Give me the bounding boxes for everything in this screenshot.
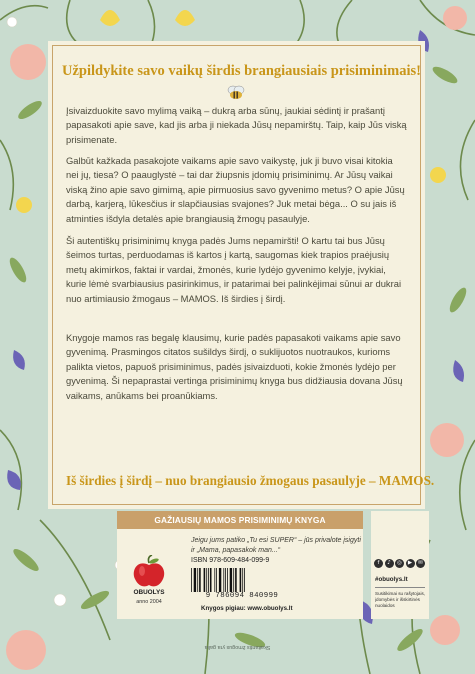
- bee-icon: [225, 85, 247, 101]
- isbn: ISBN 978-609-484-099-9: [191, 557, 270, 564]
- barcode-bar: [204, 568, 206, 592]
- apple-icon: [127, 555, 171, 589]
- facebook-icon[interactable]: f: [374, 559, 383, 568]
- publisher-since: anno 2004: [136, 599, 162, 605]
- paragraph-2: Galbūt kažkada pasakojote vaikams apie savo vaikystę, juk ji buvo visai kitokia nei jų, tiesa? O paauglystė – tai dar žiupsnis įdomių prisiminimų. Ar Jūsų vaikai viską žino apie savo gimimą, apie pirmuosius savo gyvenimo metus? O apie Jūsų darbą, karjerą, lūkesčius ir slapčiausias svajones? Juk metai bėga... O su jais iš atminties išdyla detalės apie brangiausią žmogų pasaulyje.: [66, 155, 405, 224]
- barcode-bar: [206, 568, 207, 592]
- series-box: [117, 511, 363, 619]
- barcode-bar: [244, 568, 245, 592]
- tiktok-icon[interactable]: ♪: [385, 559, 394, 568]
- store-link[interactable]: Knygos pigiau: www.obuolys.lt: [201, 605, 293, 612]
- barcode-bar: [216, 568, 217, 592]
- barcode-bar: [199, 568, 201, 592]
- publisher-panel: [371, 511, 429, 619]
- barcode-bar: [208, 568, 209, 592]
- barcode-bar: [194, 568, 196, 592]
- instagram-icon[interactable]: ◎: [395, 559, 404, 568]
- barcode-bar: [240, 568, 242, 592]
- publisher-logo: [127, 555, 171, 605]
- spine-slogan: Skaitantis žmogus yra galia: [204, 644, 271, 650]
- youtube-icon[interactable]: ▶: [406, 559, 415, 568]
- paragraph-1: Įsivaizduokite savo mylimą vaiką – dukrą arba sūnų, jaukiai sėdintį ir prašantį papasakoti apie save, kad jis arba ji niekada Jūsų nepamirštų. Taip, kaip Jūs viską prisimenate.: [66, 105, 407, 145]
- barcode-bar: [233, 568, 234, 592]
- barcode-bar: [197, 568, 198, 592]
- barcode-number: 9 786094 840999: [205, 592, 279, 600]
- barcode-bar: [214, 568, 215, 592]
- paragraph-3: Ši autentiškų prisiminimų knyga padės Jums nepamiršti! O kartu tai bus Jūsų šeimos turtas, perduodamas iš kartos į kartą, saugomas kiek trapios praėjusių metų akimirkos, faktai ir vardai, žmonės, kurie lydėjo gyvenimo kelyje, įvykiai, kurie lėmė svarbiausius pasirinkimus, ir patarimai bei palinkėjimai sūnui ar dukrai nuo artimiausio žmogaus – MAMOS. Iš širdies į širdį.: [66, 235, 402, 304]
- publisher-note: Susitikimai su rašytojais, įdomybės ir išskirtinės nuolaidos: [375, 591, 426, 609]
- description-panel: [48, 41, 435, 509]
- barcode-bar: [219, 568, 221, 592]
- barcode-bar: [242, 568, 243, 592]
- side-divider: [375, 587, 425, 588]
- barcode-bar: [225, 568, 226, 592]
- barcode-bar: [227, 568, 228, 592]
- barcode: [189, 568, 295, 592]
- barcode-bar: [210, 568, 212, 592]
- social-icons: [374, 559, 426, 569]
- barcode-bar: [223, 568, 224, 592]
- closing-line: Iš širdies į širdį – nuo brangiausio žmogaus pasaulyje – MAMOS.: [66, 473, 435, 488]
- publisher-name: OBUOLYS: [133, 589, 165, 596]
- barcode-bar: [230, 568, 232, 592]
- email-icon[interactable]: ✉: [416, 559, 425, 568]
- promo-text: Jeigu jums patiko „Tu esi SUPER“ – jūs privalote įsigyti ir „Mama, papasakok man...“: [191, 537, 361, 554]
- barcode-bar: [235, 568, 237, 592]
- series-heading: GAŽIAUSIŲ MAMOS PRISIMINIMŲ KNYGA: [117, 511, 363, 529]
- paragraph-4: Knygoje mamos ras begalę klausimų, kurie padės papasakoti vaikams apie savo gyvenimą. Prasmingos citatos sušildys širdį, o suklijuotos nuotraukos, kurioms palikta vietos, papuoš prisiminimus, padės įsivaizduoti, kokie žmonės lydėjo per gyvenimą. Ši nepaprastai vertinga prisiminimų knyga bus didžiausia dovana Jūsų vaikams, anūkams bei proanūkiams.: [66, 332, 403, 401]
- publisher-hashtag[interactable]: #obuolys.lt: [375, 576, 408, 583]
- headline: Užpildykite savo vaikų širdis brangiausiais prisiminimais!: [62, 63, 421, 79]
- barcode-bar: [191, 568, 192, 592]
